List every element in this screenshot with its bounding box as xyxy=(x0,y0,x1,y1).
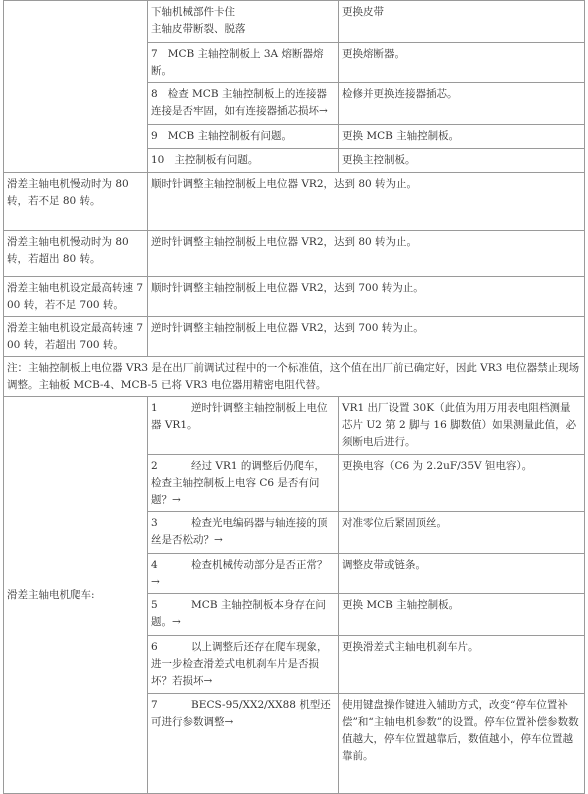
cause-cell xyxy=(148,636,339,694)
table-row xyxy=(4,317,585,357)
cause-cell xyxy=(148,554,339,594)
fix-cell xyxy=(339,125,585,149)
fix-text: 更换主控制板。 xyxy=(342,154,416,166)
note-cell xyxy=(4,357,585,397)
fix-cell xyxy=(339,594,585,636)
fix-cell xyxy=(339,1,585,43)
note-text: 注：主轴控制板上电位器 VR3 是在出厂前调试过程中的一个标准值，这个值在出厂前已确定好，因此 VR3 电位器禁止现场调整。主轴板 MCB-4、MCB-5 已将 VR3 电位器用精密电阻代替。 xyxy=(7,362,580,391)
fix-cell xyxy=(148,317,585,357)
cause-text: 8 检查 MCB 主轴控制板上的连接器连接是否牢固，如有连接器插芯损坏→ xyxy=(151,88,328,117)
fix-text: 顺时针调整主轴控制板上电位器 VR2，达到 700 转为止。 xyxy=(151,282,424,294)
cause-cell xyxy=(148,594,339,636)
table-row xyxy=(4,277,585,317)
cause-cell xyxy=(148,125,339,149)
symptom-text: 滑差主轴电机爬车: xyxy=(7,589,95,601)
symptom-cell-empty xyxy=(4,1,148,173)
symptom-text: 滑差主轴电机设定最高转速 700 转，若超出 700 转。 xyxy=(7,322,144,351)
fix-cell xyxy=(339,83,585,125)
fix-text: 更换熔断器。 xyxy=(342,48,405,60)
fix-cell xyxy=(339,636,585,694)
cause-text: 5 MCB 主轴控制板本身存在问题。→ xyxy=(151,599,326,628)
cause-text: 下轴机械部件卡住 主轴皮带断裂、脱落 xyxy=(151,6,246,35)
fix-cell xyxy=(148,277,585,317)
cause-text: 4 检查机械传动部分是否正常？→ xyxy=(151,559,328,588)
fix-text: 顺时针调整主轴控制板上电位器 VR2，达到 80 转为止。 xyxy=(151,178,418,190)
fix-text: 逆时针调整主轴控制板上电位器 VR2，达到 700 转为止。 xyxy=(151,322,424,334)
symptom-text: 滑差主轴电机慢动时为 80 转，若不足 80 转。 xyxy=(7,178,133,207)
troubleshooting-table xyxy=(3,0,585,794)
cause-text: 7 BECS-95/XX2/XX88 机型还可进行参数调整→ xyxy=(151,699,331,728)
fix-text: 更换电容（C6 为 2.2uF/35V 钽电容）。 xyxy=(342,460,533,472)
fix-cell xyxy=(339,512,585,554)
cause-text: 9 MCB 主轴控制板有问题。 xyxy=(151,130,293,142)
symptom-cell xyxy=(4,173,148,231)
fix-text: 对准零位后紧固顶丝。 xyxy=(342,517,447,529)
cause-cell xyxy=(148,43,339,83)
fix-cell xyxy=(339,397,585,455)
fix-cell xyxy=(148,173,585,231)
fix-text: 逆时针调整主轴控制板上电位器 VR2，达到 80 转为止。 xyxy=(151,236,418,248)
cause-text: 3 检查光电编码器与轴连接的顶丝是否松动？→ xyxy=(151,517,328,546)
cause-cell xyxy=(148,83,339,125)
symptom-cell xyxy=(4,231,148,277)
fix-cell xyxy=(339,554,585,594)
fix-text: 检修并更换连接器插芯。 xyxy=(342,88,458,100)
fix-cell xyxy=(339,149,585,173)
table-row xyxy=(4,231,585,277)
fix-text: 更换滑差式主轴电机刹车片。 xyxy=(342,641,479,653)
cause-cell xyxy=(148,455,339,512)
symptom-cell xyxy=(4,397,148,794)
cause-cell xyxy=(148,397,339,455)
fix-cell xyxy=(339,43,585,83)
table-row xyxy=(4,1,585,43)
cause-cell xyxy=(148,149,339,173)
symptom-text: 滑差主轴电机设定最高转速 700 转，若不足 700 转。 xyxy=(7,282,144,311)
fix-text: 更换皮带 xyxy=(342,6,384,18)
fix-text: VR1 出厂设置 30K（此值为用万用表电阻档测量芯片 U2 第 2 脚与 16 脚数值）如果测量此值，必须断电后进行。 xyxy=(342,402,577,448)
troubleshooting-page xyxy=(3,0,584,762)
fix-text: 使用键盘操作键进入辅助方式，改变“停车位置补偿”和“主轴电机参数”的设置。停车位置补偿参数数值越大，停车位置越靠后，数值越小，停车位置越靠前。 xyxy=(342,699,579,762)
cause-text: 2 经过 VR1 的调整后仍爬车，检查主轴控制板上电容 C6 是否有问题？→ xyxy=(151,460,325,506)
fix-cell xyxy=(148,231,585,277)
cause-text: 6 以上调整后还存在爬车现象，进一步检查滑差式电机刹车片是否损坏？若损坏→ xyxy=(151,641,328,687)
symptom-text: 滑差主轴电机慢动时为 80 转，若超出 80 转。 xyxy=(7,236,133,265)
table-row xyxy=(4,357,585,397)
cause-cell xyxy=(148,694,339,794)
table-row xyxy=(4,173,585,231)
cause-cell xyxy=(148,1,339,43)
cause-text: 7 MCB 主轴控制板上 3A 熔断器熔断。 xyxy=(151,48,324,77)
symptom-cell xyxy=(4,317,148,357)
fix-text: 调整皮带或链条。 xyxy=(342,559,426,571)
fix-cell xyxy=(339,694,585,794)
fix-text: 更换 MCB 主轴控制板。 xyxy=(342,130,460,142)
fix-text: 更换 MCB 主轴控制板。 xyxy=(342,599,460,611)
symptom-cell xyxy=(4,277,148,317)
fix-cell xyxy=(339,455,585,512)
table-row xyxy=(4,397,585,455)
cause-cell xyxy=(148,512,339,554)
cause-text: 10 主控制板有问题。 xyxy=(151,154,259,166)
cause-text: 1 逆时针调整主轴控制板上电位器 VR1。 xyxy=(151,402,328,431)
